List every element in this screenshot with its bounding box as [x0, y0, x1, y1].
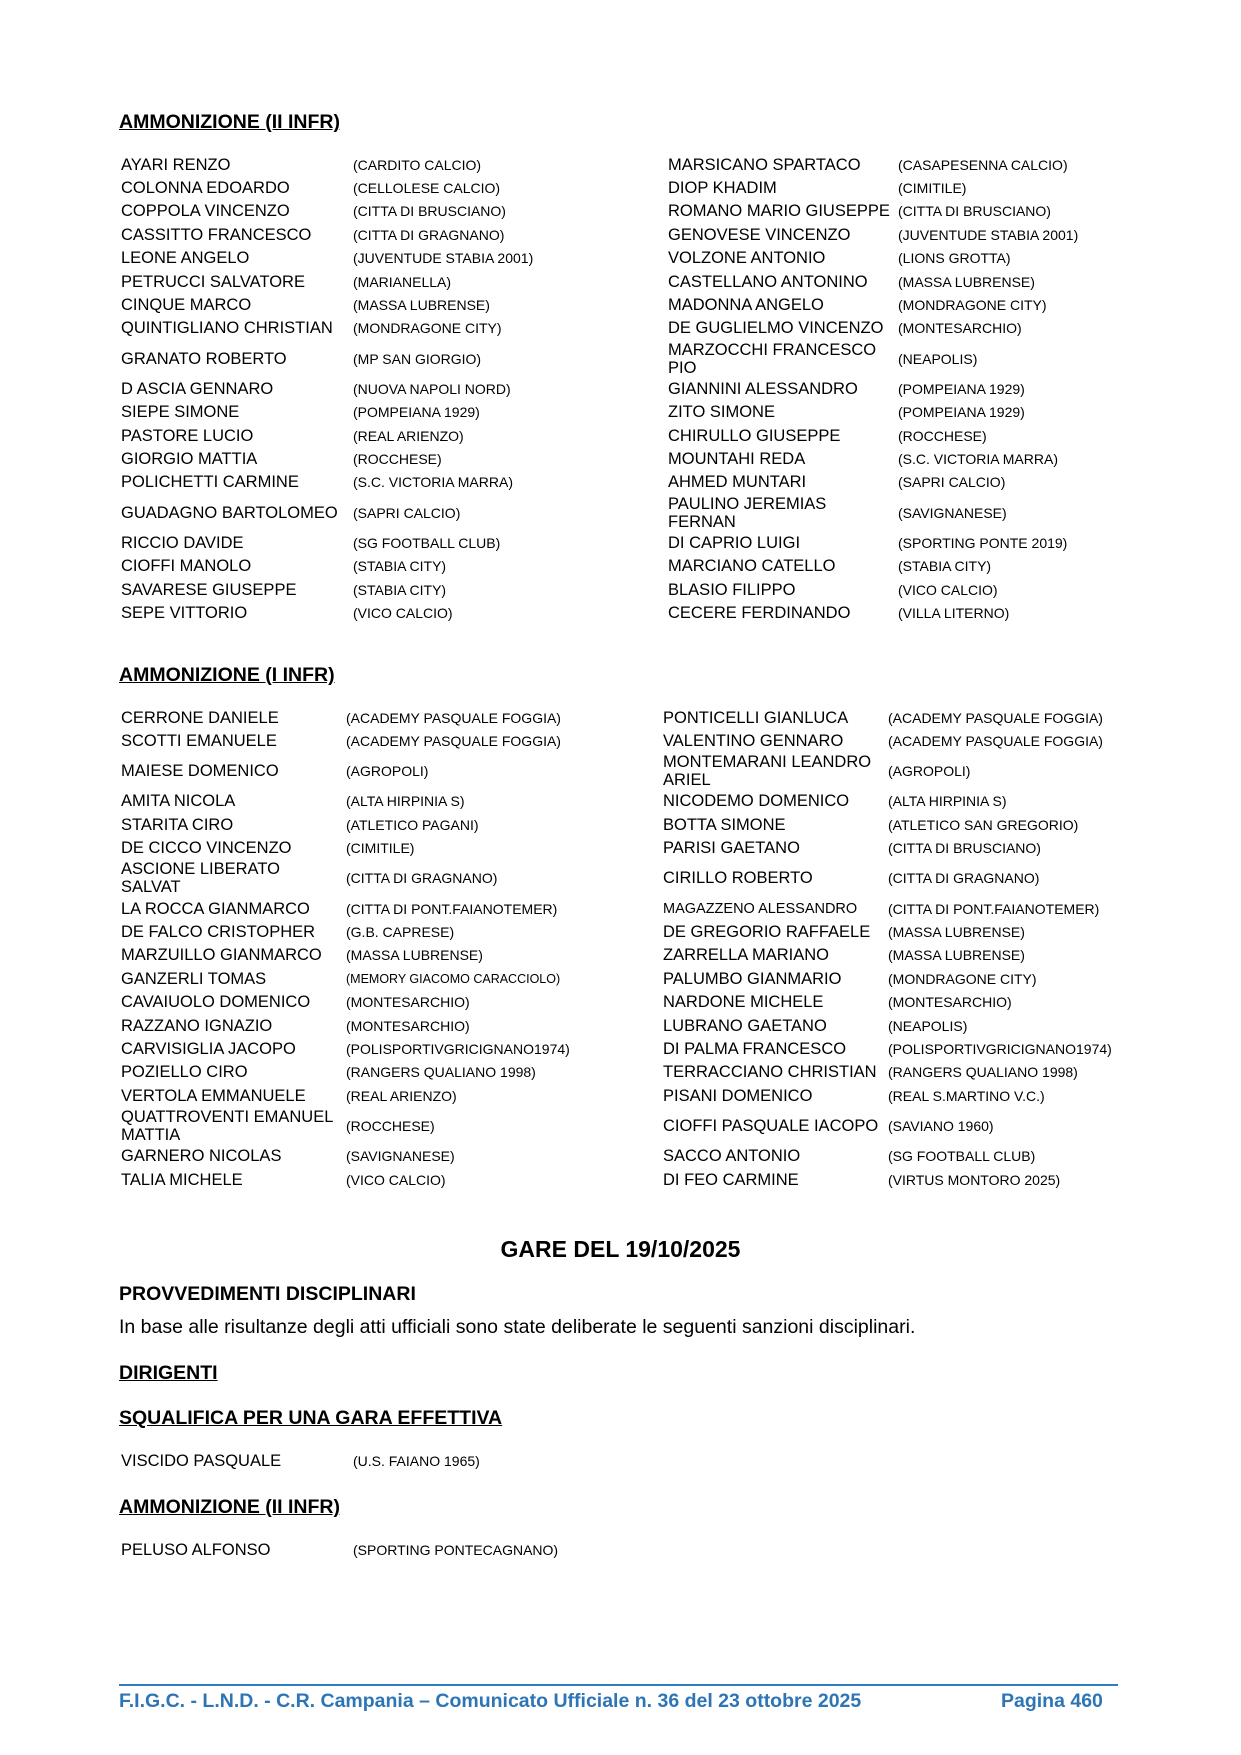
club-name: (REAL ARIENZO) — [353, 427, 464, 444]
club-name: (S.C. VICTORIA MARRA) — [353, 474, 513, 491]
player-name: COPPOLA VINCENZO — [121, 202, 290, 221]
footer-divider — [119, 1684, 1118, 1686]
table-row — [119, 247, 1131, 270]
player-name: VALENTINO GENNARO — [663, 732, 844, 751]
player-name: CASTELLANO ANTONINO — [668, 272, 868, 291]
player-name: MADONNA ANGELO — [668, 296, 824, 315]
club-name: (SPORTING PONTECAGNANO) — [353, 1541, 559, 1558]
club-name: (REAL ARIENZO) — [346, 1087, 457, 1104]
player-name: DE GREGORIO RAFFAELE — [663, 923, 871, 942]
ammonizione-ii-table — [119, 153, 1131, 625]
club-name: (MP SAN GIORGIO) — [353, 350, 482, 367]
player-name: STARITA CIRO — [121, 815, 234, 834]
player-name: DI FEO CARMINE — [663, 1170, 799, 1189]
club-name: (U.S. FAIANO 1965) — [353, 1452, 480, 1469]
club-name: (ACADEMY PASQUALE FOGGIA) — [346, 709, 561, 726]
ammonizione-i-table — [119, 706, 1131, 1191]
player-name: PAULINO JEREMIAS FERNAN — [668, 494, 827, 531]
player-name: PARISI GAETANO — [663, 839, 800, 858]
club-name: (VICO CALCIO) — [346, 1171, 446, 1188]
table-row — [119, 1168, 1131, 1191]
table-row — [119, 1061, 1131, 1084]
club-name: (ACADEMY PASQUALE FOGGIA) — [346, 733, 561, 750]
player-name: NICODEMO DOMENICO — [663, 792, 850, 811]
player-name: CIRILLO ROBERTO — [663, 869, 813, 888]
club-name: (RANGERS QUALIANO 1998) — [346, 1064, 536, 1081]
section-title-ammonizione-i: AMMONIZIONE (I INFR) — [119, 664, 335, 686]
club-name: (AGROPOLI) — [346, 763, 429, 780]
club-name: (ALTA HIRPINIA S) — [888, 793, 1007, 810]
player-name: GANZERLI TOMAS — [121, 969, 267, 988]
player-name: VOLZONE ANTONIO — [668, 249, 826, 268]
player-name: GUADAGNO BARTOLOMEO — [121, 503, 338, 522]
club-name: (NEAPOLIS) — [898, 350, 978, 367]
club-name: (CITTA DI GRAGNANO) — [888, 870, 1040, 887]
player-name: MONTEMARANI LEANDRO ARIEL — [663, 753, 872, 790]
table-row — [119, 860, 1131, 897]
player-name: SACCO ANTONIO — [663, 1147, 801, 1166]
club-name: (MONDRAGONE CITY) — [353, 320, 502, 337]
table-row — [119, 1084, 1131, 1107]
player-name: LA ROCCA GIANMARCO — [121, 899, 310, 918]
table-row — [119, 176, 1131, 199]
player-name: QUATTROVENTI EMANUEL MATTIA — [121, 1107, 333, 1144]
club-name: (CITTA DI PONT.FAIANOTEMER) — [888, 900, 1100, 917]
club-name: (VILLA LITERNO) — [898, 604, 1010, 621]
player-name: GRANATO ROBERTO — [121, 349, 287, 368]
player-name: ASCIONE LIBERATO SALVAT — [121, 860, 280, 897]
table-row — [119, 706, 1131, 729]
club-name: (JUVENTUDE STABIA 2001) — [353, 250, 534, 267]
club-name: (CITTA DI BRUSCIANO) — [898, 203, 1051, 220]
table-row — [119, 967, 1131, 990]
table-row — [119, 200, 1131, 223]
player-name: MAIESE DOMENICO — [121, 762, 279, 781]
table-row — [119, 920, 1131, 943]
player-name: SEPE VITTORIO — [121, 603, 248, 622]
player-name: MARCIANO CATELLO — [668, 557, 836, 576]
club-name: (MARIANELLA) — [353, 273, 452, 290]
player-name: LUBRANO GAETANO — [663, 1016, 827, 1035]
table-row — [119, 494, 1131, 531]
table-row — [119, 377, 1131, 400]
club-name: (STABIA CITY) — [353, 558, 447, 575]
table-row — [119, 531, 1131, 554]
club-name: (MASSA LUBRENSE) — [346, 947, 483, 964]
club-name: (MONTESARCHIO) — [888, 994, 1012, 1011]
club-name: (ATLETICO PAGANI) — [346, 816, 479, 833]
club-name: (SG FOOTBALL CLUB) — [353, 534, 501, 551]
player-name: DIOP KHADIM — [668, 179, 777, 198]
player-name: SAVARESE GIUSEPPE — [121, 580, 297, 599]
player-name: GENOVESE VINCENZO — [668, 225, 851, 244]
club-name: (POLISPORTIVGRICIGNANO1974) — [346, 1040, 570, 1057]
player-name: DI CAPRIO LUIGI — [668, 533, 801, 552]
player-name: CECERE FERDINANDO — [668, 603, 851, 622]
table-row — [119, 317, 1131, 340]
club-name: (VICO CALCIO) — [353, 604, 453, 621]
table-row — [119, 1014, 1131, 1037]
squalifica-title: SQUALIFICA PER UNA GARA EFFETTIVA — [119, 1407, 503, 1429]
table-row — [119, 153, 1131, 176]
club-name: (JUVENTUDE STABIA 2001) — [898, 226, 1079, 243]
table-row — [119, 1037, 1131, 1060]
club-name: (NUOVA NAPOLI NORD) — [353, 380, 511, 397]
club-name: (MONDRAGONE CITY) — [898, 297, 1047, 314]
table-row — [119, 1449, 1131, 1472]
player-name: QUINTIGLIANO CHRISTIAN — [121, 319, 333, 338]
page-number: Pagina 460 — [1001, 1690, 1103, 1712]
table-row — [119, 270, 1131, 293]
player-name: CERRONE DANIELE — [121, 708, 279, 727]
player-name: PISANI DOMENICO — [663, 1086, 813, 1105]
club-name: (POLISPORTIVGRICIGNANO1974) — [888, 1040, 1112, 1057]
player-name: CIOFFI MANOLO — [121, 557, 252, 576]
club-name: (ACADEMY PASQUALE FOGGIA) — [888, 733, 1103, 750]
section-title-ammonizione-ii: AMMONIZIONE (II INFR) — [119, 111, 340, 133]
club-name: (ROCCHESE) — [353, 450, 442, 467]
club-name: (MONTESARCHIO) — [898, 320, 1022, 337]
table-row — [119, 601, 1131, 624]
club-name: (POMPEIANA 1929) — [898, 404, 1025, 421]
person-name: PELUSO ALFONSO — [121, 1540, 271, 1559]
dirigenti-title: DIRIGENTI — [119, 1362, 218, 1384]
club-name: (SAVIGNANESE) — [346, 1148, 455, 1165]
table-row — [119, 837, 1131, 860]
club-name: (MASSA LUBRENSE) — [888, 924, 1025, 941]
player-name: CHIRULLO GIUSEPPE — [668, 426, 841, 445]
club-name: (MEMORY GIACOMO CARACCIOLO) — [346, 971, 561, 986]
table-row — [119, 753, 1131, 790]
player-name: DE FALCO CRISTOPHER — [121, 923, 316, 942]
club-name: (SG FOOTBALL CLUB) — [888, 1148, 1036, 1165]
player-name: GARNERO NICOLAS — [121, 1147, 282, 1166]
player-name: SCOTTI EMANUELE — [121, 732, 277, 751]
table-row — [119, 293, 1131, 316]
table-row — [119, 813, 1131, 836]
club-name: (SPORTING PONTE 2019) — [898, 534, 1068, 551]
player-name: BLASIO FILIPPO — [668, 580, 796, 599]
table-row — [119, 1538, 1131, 1561]
table-row — [119, 991, 1131, 1014]
table-row — [119, 1107, 1131, 1144]
club-name: (MONDRAGONE CITY) — [888, 970, 1037, 987]
table-row — [119, 401, 1131, 424]
player-name: GIORGIO MATTIA — [121, 449, 258, 468]
player-name: MARZOCCHI FRANCESCO PIO — [668, 340, 877, 377]
club-name: (ACADEMY PASQUALE FOGGIA) — [888, 709, 1103, 726]
person-name: VISCIDO PASQUALE — [121, 1451, 282, 1470]
table-row — [119, 897, 1131, 920]
club-name: (LIONS GROTTA) — [898, 250, 1011, 267]
table-row — [119, 578, 1131, 601]
club-name: (REAL S.MARTINO V.C.) — [888, 1087, 1045, 1104]
player-name: CAVAIUOLO DOMENICO — [121, 993, 311, 1012]
club-name: (VICO CALCIO) — [898, 581, 998, 598]
club-name: (RANGERS QUALIANO 1998) — [888, 1064, 1078, 1081]
table-row — [119, 790, 1131, 813]
player-name: CARVISIGLIA JACOPO — [121, 1039, 296, 1058]
club-name: (CITTA DI GRAGNANO) — [346, 870, 498, 887]
player-name: GIANNINI ALESSANDRO — [668, 379, 858, 398]
club-name: (S.C. VICTORIA MARRA) — [898, 450, 1058, 467]
provvedimenti-title: PROVVEDIMENTI DISCIPLINARI — [119, 1283, 416, 1305]
player-name: CINQUE MARCO — [121, 296, 252, 315]
player-name: MOUNTAHI REDA — [668, 449, 806, 468]
club-name: (SAPRI CALCIO) — [898, 474, 1006, 491]
club-name: (POMPEIANA 1929) — [898, 380, 1025, 397]
player-name: CASSITTO FRANCESCO — [121, 225, 312, 244]
gare-title: GARE DEL 19/10/2025 — [500, 1236, 741, 1262]
player-name: SIEPE SIMONE — [121, 403, 240, 422]
player-name: MAGAZZENO ALESSANDRO — [663, 900, 858, 917]
player-name: POZIELLO CIRO — [121, 1063, 248, 1082]
player-name: D ASCIA GENNARO — [121, 379, 274, 398]
table-row — [119, 340, 1131, 377]
club-name: (SAVIANO 1960) — [888, 1117, 994, 1134]
player-name: AHMED MUNTARI — [668, 473, 807, 492]
club-name: (CIMITILE) — [346, 840, 415, 857]
club-name: (MONTESARCHIO) — [346, 994, 470, 1011]
club-name: (VIRTUS MONTORO 2025) — [888, 1171, 1061, 1188]
player-name: RICCIO DAVIDE — [121, 533, 244, 552]
club-name: (MASSA LUBRENSE) — [898, 273, 1035, 290]
club-name: (CASAPESENNA CALCIO) — [898, 156, 1068, 173]
intro-paragraph: In base alle risultanze degli atti ufficiali sono state deliberate le seguenti sanzioni disciplinari. — [119, 1316, 916, 1338]
club-name: (POMPEIANA 1929) — [353, 404, 480, 421]
player-name: TALIA MICHELE — [121, 1170, 243, 1189]
player-name: DE GUGLIELMO VINCENZO — [668, 319, 884, 338]
player-name: BOTTA SIMONE — [663, 815, 786, 834]
club-name: (CIMITILE) — [898, 180, 967, 197]
club-name: (CITTA DI GRAGNANO) — [353, 226, 505, 243]
club-name: (MASSA LUBRENSE) — [353, 297, 490, 314]
table-row — [119, 944, 1131, 967]
player-name: TERRACCIANO CHRISTIAN — [663, 1063, 877, 1082]
ammonizione-ii-gare-title: AMMONIZIONE (II INFR) — [119, 1496, 340, 1518]
club-name: (ROCCHESE) — [346, 1117, 435, 1134]
player-name: ZITO SIMONE — [668, 403, 775, 422]
player-name: PASTORE LUCIO — [121, 426, 254, 445]
club-name: (MONTESARCHIO) — [346, 1017, 470, 1034]
club-name: (ATLETICO SAN GREGORIO) — [888, 816, 1079, 833]
player-name: DE CICCO VINCENZO — [121, 839, 292, 858]
squalifica-table — [119, 1449, 1131, 1472]
player-name: NARDONE MICHELE — [663, 993, 824, 1012]
player-name: PALUMBO GIANMARIO — [663, 969, 842, 988]
table-row — [119, 1144, 1131, 1167]
table-row — [119, 424, 1131, 447]
table-row — [119, 554, 1131, 577]
club-name: (SAPRI CALCIO) — [353, 504, 461, 521]
table-row — [119, 447, 1131, 470]
club-name: (ALTA HIRPINIA S) — [346, 793, 465, 810]
player-name: AYARI RENZO — [121, 155, 231, 174]
player-name: POLICHETTI CARMINE — [121, 473, 299, 492]
club-name: (CITTA DI BRUSCIANO) — [353, 203, 506, 220]
player-name: CIOFFI PASQUALE IACOPO — [663, 1116, 879, 1135]
club-name: (CELLOLESE CALCIO) — [353, 180, 501, 197]
club-name: (CITTA DI BRUSCIANO) — [888, 840, 1041, 857]
club-name: (G.B. CAPRESE) — [346, 924, 455, 941]
club-name: (SAVIGNANESE) — [898, 504, 1007, 521]
table-row — [119, 223, 1131, 246]
club-name: (ROCCHESE) — [898, 427, 987, 444]
player-name: VERTOLA EMMANUELE — [121, 1086, 306, 1105]
player-name: AMITA NICOLA — [121, 792, 236, 811]
club-name: (CARDITO CALCIO) — [353, 156, 482, 173]
player-name: ZARRELLA MARIANO — [663, 946, 829, 965]
player-name: COLONNA EDOARDO — [121, 179, 290, 198]
player-name: RAZZANO IGNAZIO — [121, 1016, 273, 1035]
table-row — [119, 729, 1131, 752]
player-name: PONTICELLI GIANLUCA — [663, 708, 849, 727]
player-name: DI PALMA FRANCESCO — [663, 1039, 847, 1058]
table-row — [119, 471, 1131, 494]
club-name: (STABIA CITY) — [898, 558, 992, 575]
ammonizione-ii-gare-table — [119, 1538, 1131, 1561]
player-name: MARZUILLO GIANMARCO — [121, 946, 322, 965]
player-name: ROMANO MARIO GIUSEPPE — [668, 202, 890, 221]
club-name: (AGROPOLI) — [888, 763, 971, 780]
club-name: (CITTA DI PONT.FAIANOTEMER) — [346, 900, 558, 917]
club-name: (MASSA LUBRENSE) — [888, 947, 1025, 964]
club-name: (NEAPOLIS) — [888, 1017, 968, 1034]
player-name: MARSICANO SPARTACO — [668, 155, 861, 174]
footer-text: F.I.G.C. - L.N.D. - C.R. Campania – Comunicato Ufficiale n. 36 del 23 ottobre 2025 — [119, 1690, 862, 1712]
player-name: LEONE ANGELO — [121, 249, 250, 268]
player-name: PETRUCCI SALVATORE — [121, 272, 305, 291]
club-name: (STABIA CITY) — [353, 581, 447, 598]
